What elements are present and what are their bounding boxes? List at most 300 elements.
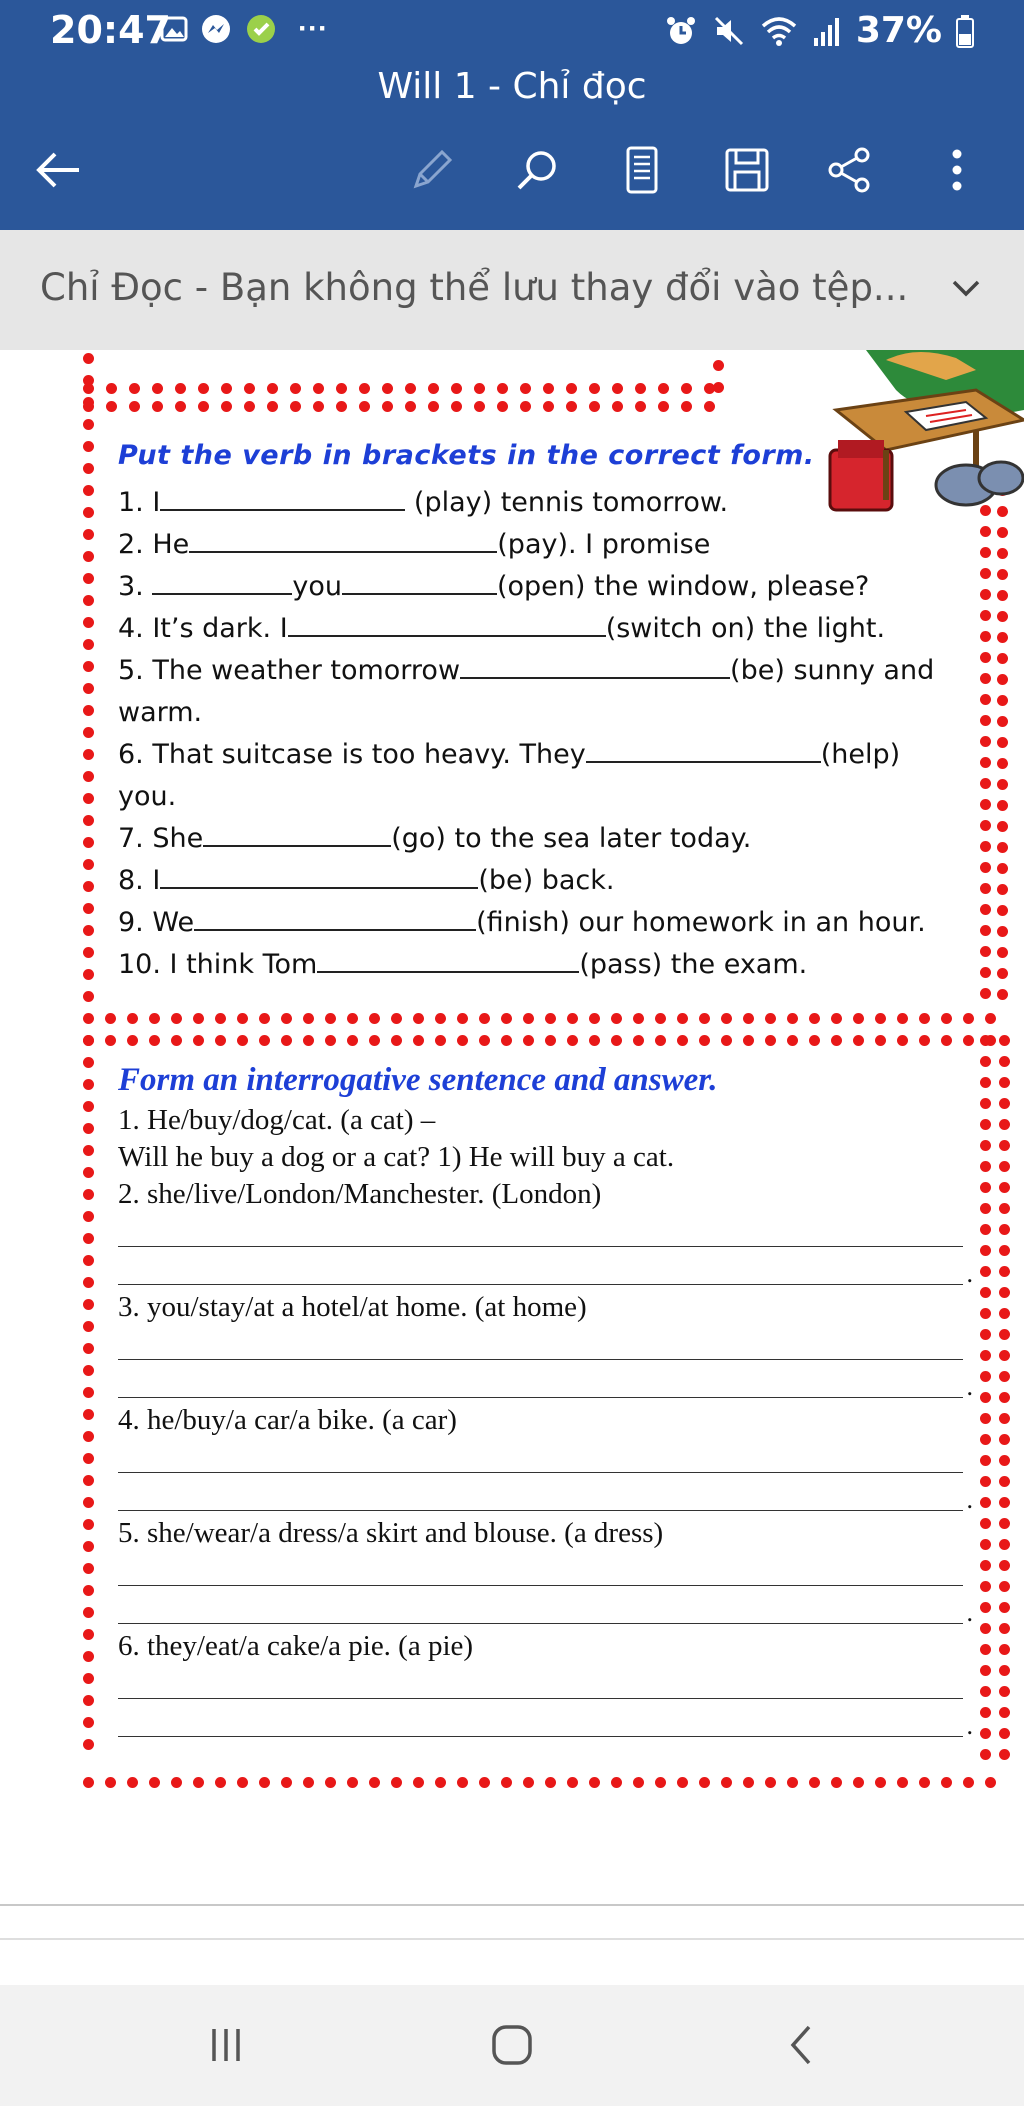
search-button[interactable] xyxy=(505,138,569,202)
example-question: 1. He/buy/dog/cat. (a cat) – xyxy=(118,1104,436,1136)
period: . xyxy=(966,1259,973,1288)
decorative-dot xyxy=(474,383,485,394)
decorative-dot xyxy=(919,1035,930,1046)
decorative-dot xyxy=(999,1686,1010,1697)
decorative-dot xyxy=(721,1777,732,1788)
decorative-dot xyxy=(479,1013,490,1024)
decorative-dot xyxy=(589,1013,600,1024)
decorative-dot xyxy=(999,1644,1010,1655)
answer-blank[interactable] xyxy=(194,905,476,931)
decorative-dot xyxy=(347,1777,358,1788)
decorative-dot xyxy=(999,1077,1010,1088)
decorative-dot xyxy=(83,1167,94,1178)
decorative-dot xyxy=(997,695,1008,706)
decorative-dot xyxy=(713,360,724,371)
decorative-dot xyxy=(149,1035,160,1046)
decorative-dot xyxy=(83,397,94,408)
decorative-dot xyxy=(999,1455,1010,1466)
example-answer: Will he buy a dog or a cat? 1) He will buy a cat. xyxy=(118,1141,675,1173)
decorative-dot xyxy=(325,1013,336,1024)
share-button[interactable] xyxy=(818,138,882,202)
decorative-dot xyxy=(359,383,370,394)
answer-blank[interactable] xyxy=(160,485,405,511)
decorative-dot xyxy=(980,1203,991,1214)
decorative-dot xyxy=(980,1140,991,1151)
edit-button[interactable] xyxy=(400,138,464,202)
decorative-dot xyxy=(997,548,1008,559)
decorative-dot xyxy=(997,989,1008,1000)
decorative-dot xyxy=(999,1203,1010,1214)
decorative-dot xyxy=(391,1777,402,1788)
decorative-dot xyxy=(83,1013,94,1024)
answer-line[interactable] xyxy=(118,1326,963,1364)
decorative-dot xyxy=(809,1035,820,1046)
decorative-dot xyxy=(83,573,94,584)
decorative-dot xyxy=(520,383,531,394)
decorative-dot xyxy=(980,1035,991,1046)
decorative-dot xyxy=(457,1777,468,1788)
decorative-dot xyxy=(681,383,692,394)
decorative-dot xyxy=(129,401,140,412)
exercise-2-title: Form an interrogative sentence and answer. xyxy=(118,1062,718,1098)
decorative-dot xyxy=(997,863,1008,874)
decorative-dot xyxy=(635,383,646,394)
decorative-dot xyxy=(963,1777,974,1788)
exercise-2-item: 2. she/live/London/Manchester. (London) xyxy=(118,1178,602,1210)
pencil-icon xyxy=(408,146,456,194)
decorative-dot xyxy=(83,529,94,540)
decorative-dot xyxy=(655,1013,666,1024)
decorative-dot xyxy=(567,1035,578,1046)
read-only-banner[interactable] xyxy=(0,230,1024,350)
answer-blank[interactable] xyxy=(160,863,478,889)
decorative-dot xyxy=(171,1777,182,1788)
decorative-dot xyxy=(83,1211,94,1222)
recent-apps-button[interactable] xyxy=(186,2015,266,2075)
decorative-dot xyxy=(83,991,94,1002)
decorative-dot xyxy=(215,1777,226,1788)
decorative-dot xyxy=(428,401,439,412)
save-icon xyxy=(723,146,771,194)
decorative-dot xyxy=(369,1035,380,1046)
decorative-dot xyxy=(980,1329,991,1340)
decorative-dot xyxy=(413,1777,424,1788)
decorative-dot xyxy=(83,1541,94,1552)
decorative-dot xyxy=(633,1013,644,1024)
reading-view-button[interactable] xyxy=(610,138,674,202)
decorative-dot xyxy=(83,1695,94,1706)
divider xyxy=(0,1938,1024,1940)
answer-blank[interactable] xyxy=(342,569,497,595)
answer-line[interactable] xyxy=(118,1439,963,1477)
decorative-dot xyxy=(980,1182,991,1193)
decorative-dot xyxy=(127,1013,138,1024)
status-time: 20:47 xyxy=(50,8,171,52)
decorative-dot xyxy=(980,1497,991,1508)
decorative-dot xyxy=(83,1145,94,1156)
decorative-dot xyxy=(451,401,462,412)
decorative-dot xyxy=(699,1035,710,1046)
decorative-dot xyxy=(677,1035,688,1046)
answer-blank[interactable] xyxy=(189,527,497,553)
recent-apps-icon xyxy=(206,2025,246,2065)
decorative-dot xyxy=(743,1035,754,1046)
decorative-dot xyxy=(875,1013,886,1024)
decorative-dot xyxy=(83,771,94,782)
decorative-dot xyxy=(313,383,324,394)
decorative-dot xyxy=(435,1035,446,1046)
decorative-dot xyxy=(980,757,991,768)
answer-line[interactable] xyxy=(118,1590,973,1628)
decorative-dot xyxy=(267,383,278,394)
answer-blank[interactable] xyxy=(288,611,606,637)
decorative-dot xyxy=(713,382,724,393)
decorative-dot xyxy=(980,841,991,852)
decorative-dot xyxy=(290,383,301,394)
decorative-dot xyxy=(897,1035,908,1046)
decorative-dot xyxy=(999,1245,1010,1256)
decorative-dot xyxy=(83,683,94,694)
decorative-dot xyxy=(997,653,1008,664)
decorative-dot xyxy=(106,401,117,412)
decorative-dot xyxy=(999,1476,1010,1487)
decorative-dot xyxy=(336,383,347,394)
home-icon xyxy=(490,2023,534,2067)
decorative-dot xyxy=(997,779,1008,790)
document-title: Will 1 - Chỉ đọc xyxy=(377,66,647,107)
decorative-dot xyxy=(980,1707,991,1718)
decorative-dot xyxy=(999,1287,1010,1298)
decorative-dot xyxy=(999,1623,1010,1634)
signal-icon xyxy=(812,14,842,48)
decorative-dot xyxy=(997,737,1008,748)
decorative-dot xyxy=(83,551,94,562)
decorative-dot xyxy=(980,652,991,663)
answer-line[interactable] xyxy=(118,1364,973,1402)
decorative-dot xyxy=(589,1035,600,1046)
decorative-dot xyxy=(980,820,991,831)
decorative-dot xyxy=(980,1098,991,1109)
decorative-dot xyxy=(997,611,1008,622)
decorative-dot xyxy=(875,1777,886,1788)
decorative-dot xyxy=(980,715,991,726)
decorative-dot xyxy=(171,1013,182,1024)
decorative-dot xyxy=(980,1602,991,1613)
answer-blank[interactable] xyxy=(586,737,821,763)
navigation-bar xyxy=(0,1985,1024,2106)
decorative-dot xyxy=(611,1035,622,1046)
back-button[interactable] xyxy=(26,138,90,202)
decorative-dot xyxy=(919,1013,930,1024)
decorative-dot xyxy=(897,1777,908,1788)
search-icon xyxy=(513,146,561,194)
decorative-dot xyxy=(980,1308,991,1319)
decorative-dot xyxy=(405,401,416,412)
decorative-dot xyxy=(980,1287,991,1298)
decorative-dot xyxy=(980,526,991,537)
decorative-dot xyxy=(999,1392,1010,1403)
decorative-dot xyxy=(566,383,577,394)
decorative-dot xyxy=(999,1224,1010,1235)
decorative-dot xyxy=(105,1777,116,1788)
decorative-dot xyxy=(303,1777,314,1788)
exercise-2-item: 6. they/eat/a cake/a pie. (a pie) xyxy=(118,1630,474,1662)
battery-icon xyxy=(956,14,974,48)
decorative-dot xyxy=(83,1673,94,1684)
decorative-dot xyxy=(221,401,232,412)
answer-blank[interactable] xyxy=(317,947,579,973)
decorative-dot xyxy=(281,1013,292,1024)
period: . xyxy=(966,1485,973,1514)
decorative-dot xyxy=(699,1777,710,1788)
decorative-dot xyxy=(83,375,94,386)
decorative-dot xyxy=(105,1013,116,1024)
decorative-dot xyxy=(997,947,1008,958)
save-button[interactable] xyxy=(715,138,779,202)
decorative-dot xyxy=(980,946,991,957)
decorative-dot xyxy=(83,1717,94,1728)
decorative-dot xyxy=(721,1013,732,1024)
decorative-dot xyxy=(655,1777,666,1788)
decorative-dot xyxy=(980,799,991,810)
exercise-1-item: 4. It’s dark. I (switch on) the light. xyxy=(118,613,886,644)
back-nav-button[interactable] xyxy=(760,2015,840,2075)
decorative-dot xyxy=(980,547,991,558)
decorative-dot xyxy=(83,1277,94,1288)
decorative-dot xyxy=(963,1035,974,1046)
decorative-dot xyxy=(831,1013,842,1024)
answer-line[interactable] xyxy=(118,1477,973,1515)
answer-line[interactable] xyxy=(118,1703,973,1741)
decorative-dot xyxy=(83,353,94,364)
answer-blank[interactable] xyxy=(203,821,391,847)
decorative-dot xyxy=(497,401,508,412)
decorative-dot xyxy=(980,1518,991,1529)
decorative-dot xyxy=(391,1013,402,1024)
decorative-dot xyxy=(980,988,991,999)
mute-icon xyxy=(712,14,746,48)
exercise-2-item: 4. he/buy/a car/a bike. (a car) xyxy=(118,1404,457,1436)
decorative-dot xyxy=(198,401,209,412)
back-arrow-icon xyxy=(33,150,83,190)
decorative-dot xyxy=(999,1371,1010,1382)
document-page[interactable] xyxy=(0,350,1024,1905)
decorative-dot xyxy=(980,1539,991,1550)
decorative-dot xyxy=(980,1455,991,1466)
decorative-dot xyxy=(941,1013,952,1024)
decorative-dot xyxy=(875,1035,886,1046)
decorative-dot xyxy=(589,401,600,412)
answer-line[interactable] xyxy=(118,1213,963,1251)
exercise-1-item: 2. He (pay). I promise xyxy=(118,529,711,560)
decorative-dot xyxy=(413,1035,424,1046)
wifi-icon xyxy=(760,14,798,48)
back-chevron-icon xyxy=(785,2023,815,2067)
decorative-dot xyxy=(83,969,94,980)
decorative-dot xyxy=(611,1013,622,1024)
decorative-dot xyxy=(980,568,991,579)
answer-blank[interactable] xyxy=(152,569,292,595)
notification-icons xyxy=(160,12,328,46)
decorative-dot xyxy=(997,884,1008,895)
decorative-dot xyxy=(325,1035,336,1046)
decorative-dot xyxy=(244,401,255,412)
chevron-down-icon[interactable] xyxy=(948,270,984,306)
decorative-dot xyxy=(215,1035,226,1046)
decorative-dot xyxy=(765,1035,776,1046)
decorative-dot xyxy=(980,1665,991,1676)
decorative-dot xyxy=(980,883,991,894)
decorative-dot xyxy=(382,383,393,394)
decorative-dot xyxy=(809,1013,820,1024)
decorative-dot xyxy=(83,1321,94,1332)
decorative-dot xyxy=(980,1266,991,1277)
decorative-dot xyxy=(83,1189,94,1200)
exercise-1-item: 5. The weather tomorrow (be) sunny and warm. xyxy=(118,655,935,728)
exercise-1-item: 7. She (go) to the sea later today. xyxy=(118,823,752,854)
decorative-dot xyxy=(83,1255,94,1266)
decorative-dot xyxy=(501,1777,512,1788)
decorative-dot xyxy=(290,401,301,412)
decorative-dot xyxy=(501,1035,512,1046)
decorative-dot xyxy=(215,1013,226,1024)
decorative-dot xyxy=(545,1013,556,1024)
decorative-dot xyxy=(980,904,991,915)
decorative-dot xyxy=(980,1077,991,1088)
decorative-dot xyxy=(83,1057,94,1068)
decorative-dot xyxy=(83,1629,94,1640)
decorative-dot xyxy=(997,821,1008,832)
decorative-dot xyxy=(566,401,577,412)
decorative-dot xyxy=(83,749,94,760)
decorative-dot xyxy=(980,1476,991,1487)
decorative-dot xyxy=(171,1035,182,1046)
decorative-dot xyxy=(83,661,94,672)
exercise-2-list xyxy=(118,1102,973,1741)
decorative-dot xyxy=(765,1013,776,1024)
decorative-dot xyxy=(83,793,94,804)
decorative-dot xyxy=(83,1035,94,1046)
decorative-dot xyxy=(545,1777,556,1788)
decorative-dot xyxy=(999,1161,1010,1172)
decorative-dot xyxy=(980,1434,991,1445)
gallery-icon xyxy=(160,15,188,43)
decorative-dot xyxy=(127,1777,138,1788)
decorative-dot xyxy=(997,905,1008,916)
decorative-dot xyxy=(457,1035,468,1046)
decorative-dot xyxy=(369,1013,380,1024)
decorative-dot xyxy=(83,463,94,474)
decorative-dot xyxy=(83,595,94,606)
decorative-dot xyxy=(980,1749,991,1760)
decorative-dot xyxy=(83,1563,94,1574)
decorative-dot xyxy=(999,1497,1010,1508)
decorative-dot xyxy=(787,1777,798,1788)
decorative-dot xyxy=(83,1233,94,1244)
exercise-1-title: Put the verb in brackets in the correct form. xyxy=(118,440,815,471)
decorative-dot xyxy=(997,716,1008,727)
decorative-dot xyxy=(83,815,94,826)
answer-line[interactable] xyxy=(118,1552,963,1590)
decorative-dot xyxy=(999,1329,1010,1340)
decorative-dot xyxy=(369,1777,380,1788)
decorative-dot xyxy=(999,1350,1010,1361)
exercise-1-item: 3. you (open) the window, please? xyxy=(118,571,870,602)
home-button[interactable] xyxy=(472,2015,552,2075)
decorative-dot xyxy=(743,1013,754,1024)
decorative-dot xyxy=(175,383,186,394)
decorative-dot xyxy=(677,1013,688,1024)
decorative-dot xyxy=(83,947,94,958)
decorative-dot xyxy=(83,1123,94,1134)
decorative-dot xyxy=(999,1602,1010,1613)
decorative-dot xyxy=(853,1777,864,1788)
decorative-dot xyxy=(127,1035,138,1046)
decorative-dot xyxy=(545,1035,556,1046)
decorative-dot xyxy=(198,383,209,394)
decorative-dot xyxy=(980,862,991,873)
decorative-dot xyxy=(980,1056,991,1067)
decorative-dot xyxy=(980,589,991,600)
decorative-dot xyxy=(83,1453,94,1464)
answer-blank[interactable] xyxy=(460,653,730,679)
decorative-dot xyxy=(497,383,508,394)
decorative-dot xyxy=(633,1777,644,1788)
decorative-dot xyxy=(259,1777,270,1788)
decorative-dot xyxy=(997,632,1008,643)
decorative-dot xyxy=(435,1777,446,1788)
decorative-dot xyxy=(83,441,94,452)
decorative-dot xyxy=(83,925,94,936)
decorative-dot xyxy=(980,673,991,684)
decorative-dot xyxy=(105,1035,116,1046)
decorative-dot xyxy=(479,1035,490,1046)
decorative-dot xyxy=(83,1387,94,1398)
decorative-dot xyxy=(999,1413,1010,1424)
decorative-dot xyxy=(83,1079,94,1090)
decorative-dot xyxy=(980,1350,991,1361)
decorative-dot xyxy=(999,1560,1010,1571)
answer-line[interactable] xyxy=(118,1251,973,1289)
decorative-dot xyxy=(303,1035,314,1046)
decorative-dot xyxy=(980,1413,991,1424)
period: . xyxy=(966,1372,973,1401)
decorative-dot xyxy=(267,401,278,412)
period: . xyxy=(966,1598,973,1627)
decorative-dot xyxy=(428,383,439,394)
decorative-dot xyxy=(677,1777,688,1788)
decorative-dot xyxy=(980,1560,991,1571)
decorative-dot xyxy=(612,401,623,412)
decorative-dot xyxy=(999,1518,1010,1529)
decorative-dot xyxy=(83,617,94,628)
decorative-dot xyxy=(704,401,715,412)
decorative-dot xyxy=(699,1013,710,1024)
decorative-dot xyxy=(382,401,393,412)
decorative-dot xyxy=(457,1013,468,1024)
decorative-dot xyxy=(941,1035,952,1046)
decorative-dot xyxy=(149,1777,160,1788)
decorative-dot xyxy=(589,1777,600,1788)
decorative-dot xyxy=(765,1777,776,1788)
decorative-dot xyxy=(523,1035,534,1046)
answer-line[interactable] xyxy=(118,1665,963,1703)
decorative-dot xyxy=(501,1013,512,1024)
decorative-dot xyxy=(83,903,94,914)
status-bar xyxy=(0,0,1024,62)
decorative-dot xyxy=(193,1013,204,1024)
more-options-button[interactable] xyxy=(925,138,989,202)
